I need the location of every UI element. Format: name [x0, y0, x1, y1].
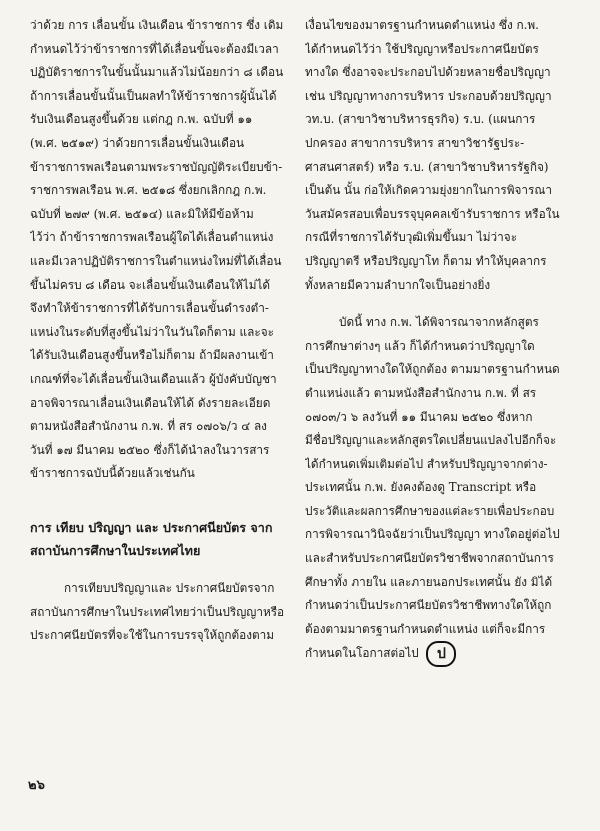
text-line: ปกครอง สาขาการบริหาร สาขาวิชารัฐประ- [305, 135, 525, 150]
text-line: วท.บ. (สาขาวิชาบริหารธุรกิจ) ร.บ. (แผนการ [305, 112, 536, 127]
text-line: มีชื่อปริญญาและหลักสูตรใดเปลี่ยนแปลงไปอีกก็จะ [305, 433, 557, 448]
text-line: วันที่ ๑๗ มีนาคม ๒๕๒๐ ซึ่งก็ได้นำลงในวารสาร [30, 442, 270, 457]
text-line: ประวัติและผลการศึกษาของแต่ละรายเพื่อประกอบ [305, 503, 555, 518]
text-line: ข้าราชการฉบับนี้ด้วยแล้วเช่นกัน [30, 466, 195, 481]
text-line: ว่าด้วย การ เลื่อนขั้น เงินเดือน ข้าราชการ ซึ่ง เดิม [30, 18, 284, 32]
left-column [30, 14, 292, 648]
text-line: กรณีที่ราชการได้รับวุฒิเพิ่มขึ้นมา ไม่ว่าจะ [305, 230, 518, 245]
text-line: อาจพิจารณาเลื่อนเงินเดือนให้ได้ ดังรายละเอียด [30, 395, 271, 410]
text-line: กำหนดในโอกาสต่อไป ป [305, 641, 567, 667]
text-line: ประเทศนั้น ก.พ. ยังคงต้องดู Transcript หรือ [305, 480, 537, 495]
text-line: ๐๗๐๓/ว ๖ ลงวันที่ ๑๑ มีนาคม ๒๕๒๐ ซึ่งหาก [305, 409, 533, 424]
text-line: ประกาศนียบัตรที่จะใช้ในการบรรจุให้ถูกต้องตาม [30, 628, 275, 643]
text-line: ทั้งหลายมีความลำบากใจเป็นอย่างยิ่ง [305, 277, 491, 292]
text-line: เช่น ปริญญาทางการบริหาร ประกอบด้วยปริญญา [305, 88, 552, 103]
text-line: และมีเวลาปฏิบัติราชการในตำแหน่งใหม่ที่ได้เลื่อน [30, 253, 282, 268]
page-number: ๒๖ [28, 778, 45, 793]
paragraph-promotion-rules [30, 14, 292, 486]
text-line: ตำแหน่งแล้ว ตามหนังสือสำนักงาน ก.พ. ที่ สร [305, 385, 537, 400]
text-line: ได้กำหนดเพิ่มเติมต่อไป สำหรับปริญญาจากต่าง- [305, 456, 548, 471]
text-line: กำหนดว่าเป็นประกาศนียบัตรวิชาชีพทางใดให้ถูก [305, 598, 552, 613]
text-line: เป็นต้น นั้น ก่อให้เกิดความยุ่งยากในการพิจารณา [305, 183, 552, 198]
paragraph-position-standards [305, 14, 567, 297]
text-line: การพิจารณาวินิจฉัยว่าเป็นปริญญา ทางใดอยู่ต่อไป [305, 527, 560, 542]
text-line: สถาบันการศึกษาในประเทศไทย [30, 543, 201, 559]
text-line: เป็นปริญญาทางใดให้ถูกต้อง ตามมาตรฐานกำหนด [305, 362, 560, 377]
text-line: สถาบันการศึกษาในประเทศไทยว่าเป็นปริญญาหรือ [30, 604, 285, 619]
text-line: ได้กำหนดไว้ว่า ใช้ปริญญาหรือประกาศนียบัตร [305, 41, 539, 56]
text-line: เงื่อนไขของมาตรฐานกำหนดตำแหน่ง ซึ่ง ก.พ. [305, 18, 539, 32]
text-line: ศาสนศาสตร์) หรือ ร.บ. (สาขาวิชาบริหารรัฐกิจ) [305, 159, 549, 174]
text-line: การเทียบปริญญาและ ประกาศนียบัตรจาก [64, 581, 275, 596]
text-line: การ เทียบ ปริญญา และ ประกาศนียบัตร จาก [30, 519, 273, 535]
text-line: การศึกษาต่างๆ แล้ว ก็ได้กำหนดว่าปริญญาใด [305, 338, 535, 353]
text-line: ขึ้นไม่ครบ ๘ เดือน จะเลื่อนขั้นเงินเดือนให้ไม่ได้ [30, 277, 271, 292]
text-line: ฉบับที่ ๒๗๙ (พ.ศ. ๒๕๑๔) และมิให้มีข้อห้าม [30, 206, 254, 221]
paragraph-degree-equivalence [30, 577, 292, 648]
text-line: และสำหรับประกาศนียบัตรวิชาชีพจากสถาบันการ [305, 551, 554, 566]
text-line: รับเงินเดือนสูงขึ้นด้วย แต่กฎ ก.พ. ฉบับที่ ๑๑ [30, 112, 253, 127]
text-line: ได้รับเงินเดือนสูงขึ้นหรือไม่ก็ตาม ถ้ามีผลงานเข้า [30, 348, 274, 363]
text-line: ถ้าการเลื่อนขั้นนั้นเป็นผลทำให้ข้าราชการผู้นั้นได้ [30, 88, 277, 103]
text-line: จึงทำให้ข้าราชการที่ได้รับการเลื่อนขั้นดำรงตำ- [30, 301, 269, 316]
text-line: วันสมัครสอบเพื่อบรรจุบุคคลเข้ารับราชการ หรือใน [305, 206, 560, 221]
text-line: แหน่งในระดับที่สูงขึ้นไม่ว่าในวันใดก็ตาม และจะ [30, 324, 274, 339]
text-line: ปริญญาตรี หรือปริญญาโท ก็ตาม ทำให้บุคลากร [305, 253, 547, 268]
text-line: ตามหนังสือสำนักงาน ก.พ. ที่ สร ๐๗๐๖/ว ๔ ลง [30, 419, 267, 434]
paragraph-ocsc-decision [305, 311, 567, 667]
section-heading-degree-equivalence [30, 516, 292, 563]
text-line: เกณฑ์ที่จะได้เลื่อนขั้นเงินเดือนแล้ว ผู้บังคับบัญชา [30, 371, 277, 386]
text-line: ราชการพลเรือน พ.ศ. ๒๕๑๘ ซึ่งยกเลิกกฎ ก.พ. [30, 183, 267, 198]
text-line: ศึกษาทั้ง ภายใน และภายนอกประเทศนั้น ยัง มิได้ [305, 574, 553, 589]
text-line: ต้องตามมาตรฐานกำหนดตำแหน่ง แต่ก็จะมีการ [305, 621, 546, 636]
right-column [305, 14, 567, 667]
text-line: บัดนี้ ทาง ก.พ. ได้พิจารณาจากหลักสูตร [339, 315, 539, 330]
paragraph-gap [305, 297, 567, 311]
text-line: กำหนดไว้ว่าข้าราชการที่ได้เลื่อนขั้นจะต้องมีเวลา [30, 41, 279, 56]
text-line: ทางใด ซึ่งอาจจะประกอบไปด้วยหลายชื่อปริญญา [305, 65, 551, 80]
text-line: (พ.ศ. ๒๕๑๙) ว่าด้วยการเลื่อนขั้นเงินเดือน [30, 135, 245, 150]
text-line: ปฏิบัติราชการในขั้นนั้นมาแล้วไม่น้อยกว่า ๘ เดือน [30, 65, 284, 80]
text-line: ข้าราชการพลเรือนตามพระราชบัญญัติระเบียบข้า- [30, 159, 283, 174]
article-end-mark: ป [426, 641, 456, 667]
text-line: ไว้ว่า ถ้าข้าราชการพลเรือนผู้ใดได้เลื่อนตำแหน่ง [30, 230, 274, 245]
